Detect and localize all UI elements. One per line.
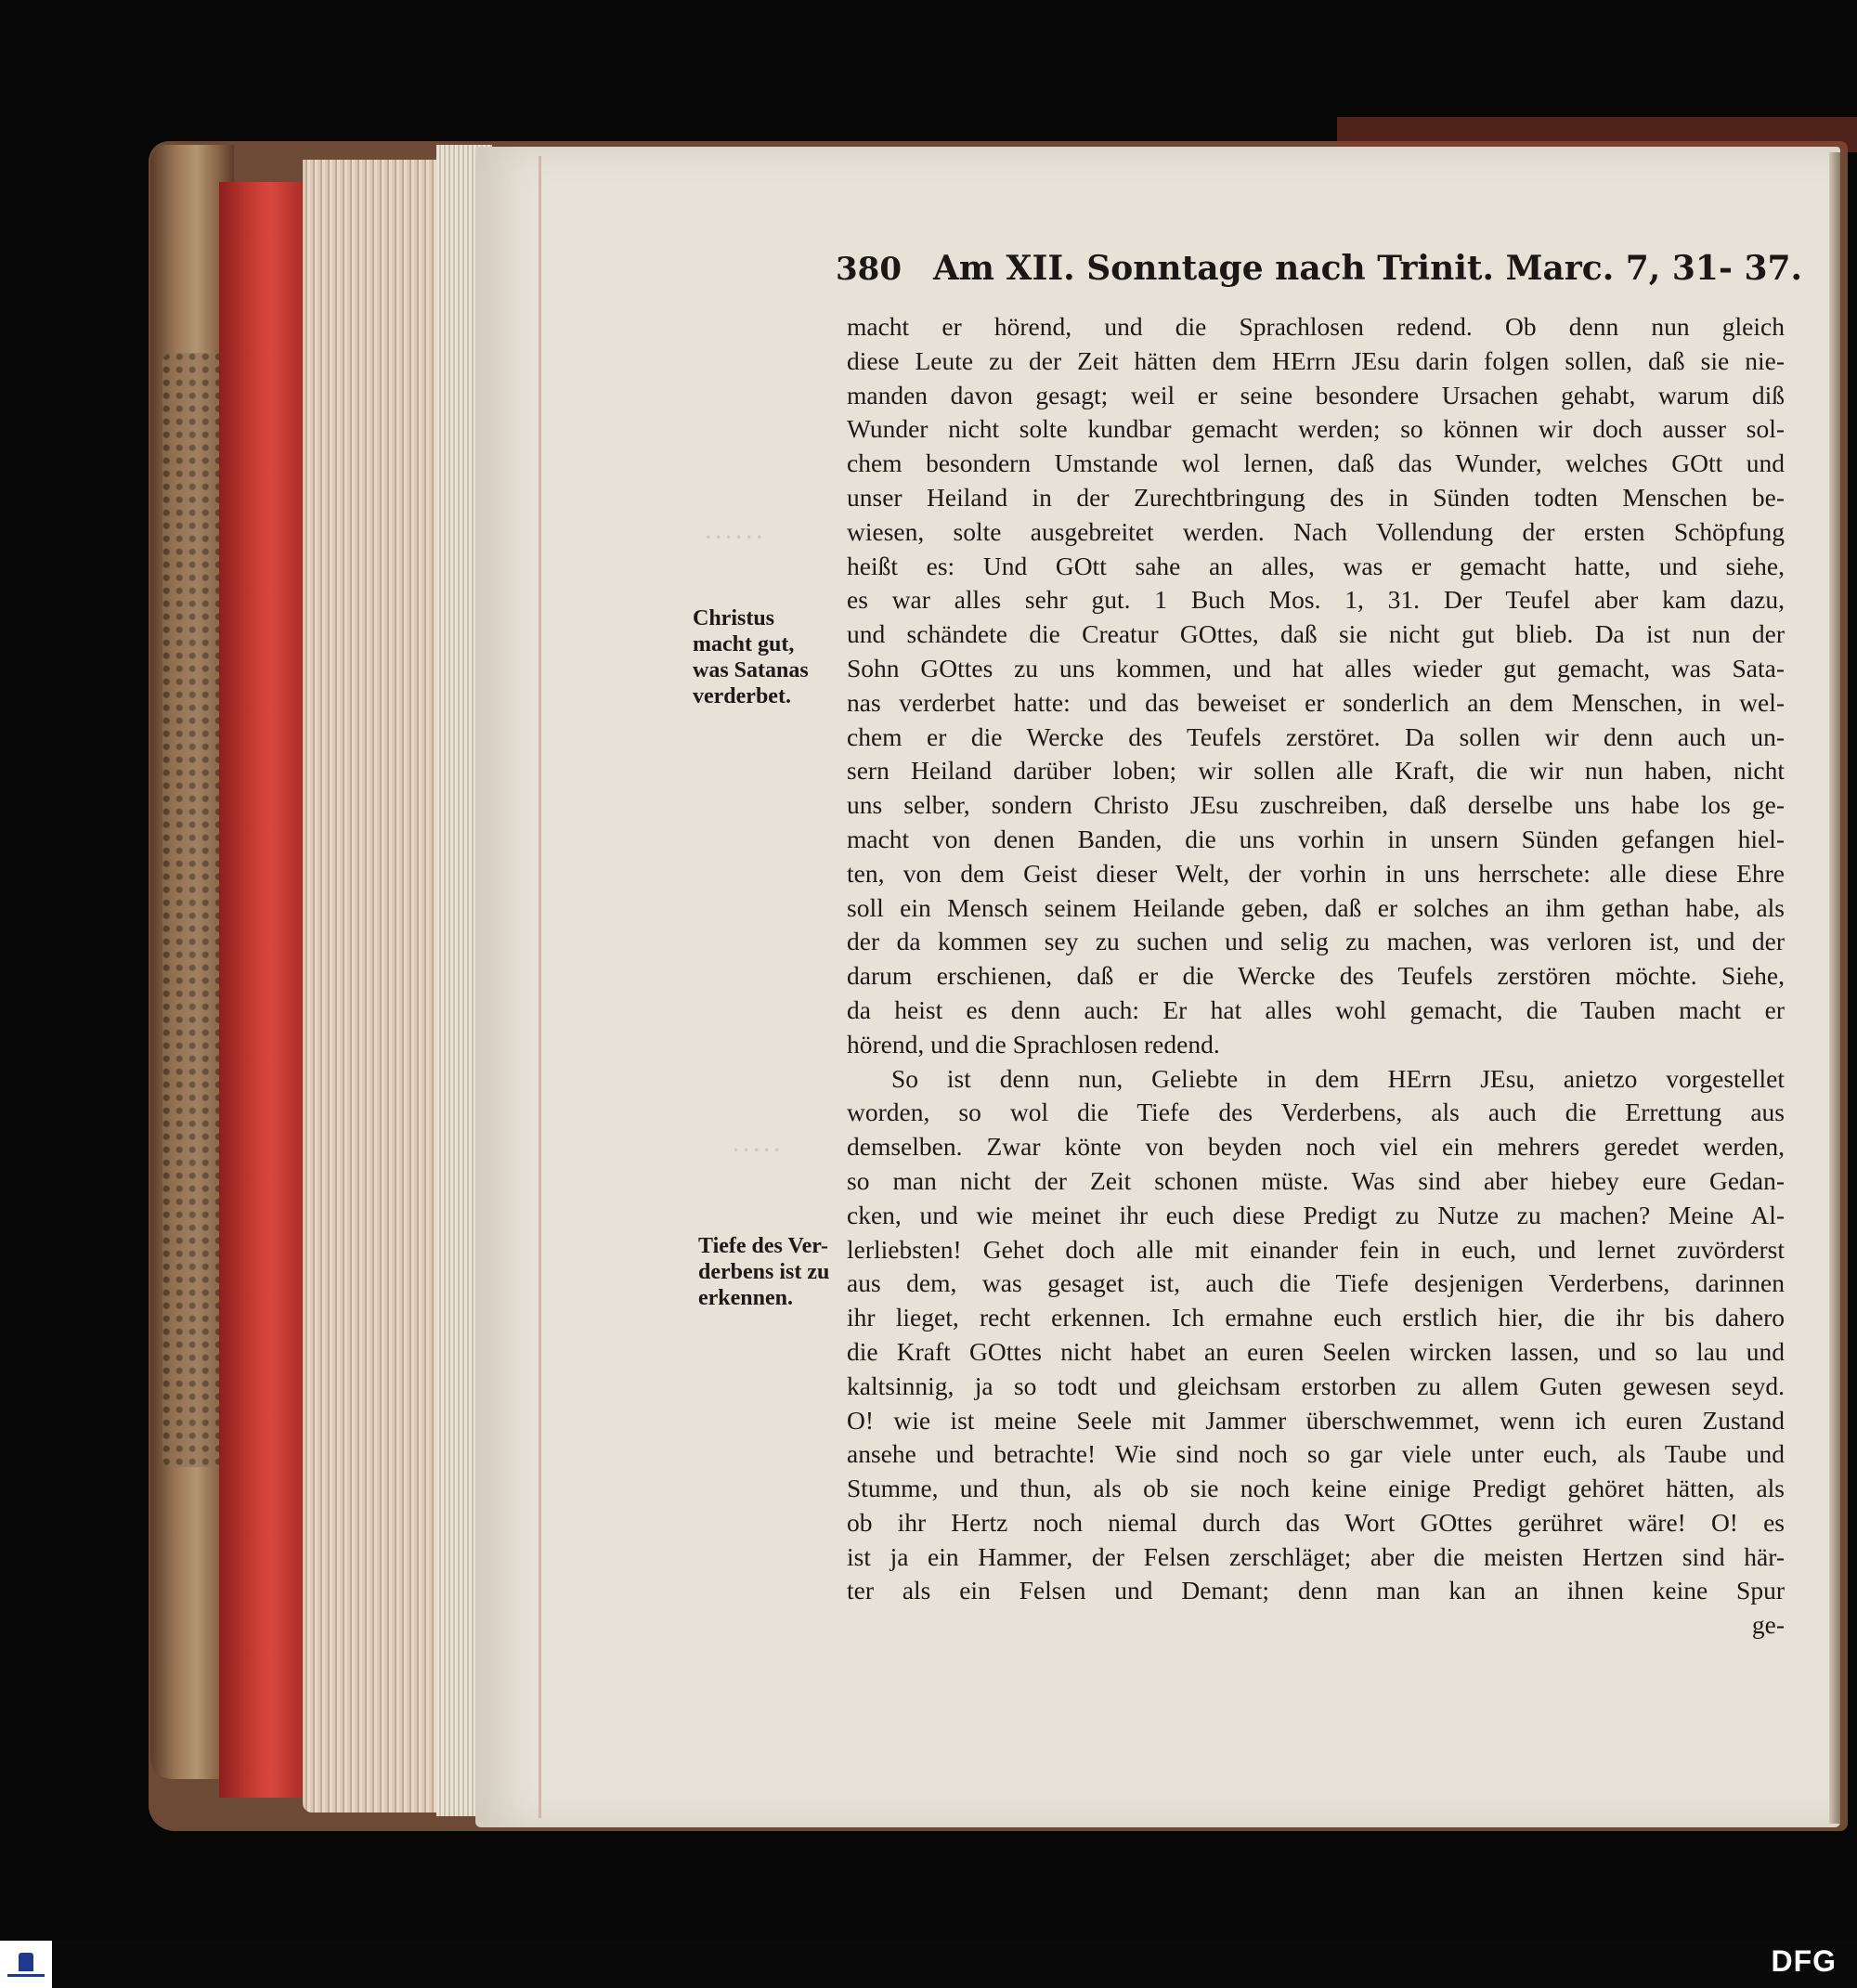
text-line: O! wie ist meine Seele mit Jammer überschwemmet, wenn ich euren Zustand — [847, 1405, 1785, 1435]
red-page-edge — [219, 182, 305, 1798]
text-line: demselben. Zwar könte von beyden noch viel ein mehrers geredet werden, — [847, 1132, 1785, 1162]
text-line: ter als ein Felsen und Demant; denn man kan an ihnen keine Spur — [847, 1576, 1785, 1605]
text-line: uns selber, sondern Christo JEsu zuschreiben, daß derselbe uns habe los ge- — [847, 790, 1785, 820]
body-text — [847, 310, 1785, 1643]
text-line: ob ihr Hertz noch niemal durch das Wort GOttes gerühret wäre! O! es — [847, 1507, 1785, 1537]
text-line: chem besondern Umstande wol lernen, daß das Wunder, welches GOtt und — [847, 448, 1785, 478]
text-line: und schändete die Creatur GOttes, daß sie nicht gut blieb. Da ist nun der — [847, 619, 1785, 649]
margin-note-tiefe — [698, 1233, 829, 1311]
margin-note-line: was Satanas — [693, 658, 809, 682]
logo-bar — [7, 1974, 45, 1977]
text-line: ist ja ein Hammer, der Felsen zerschläget; aber die meisten Hertzen sind här- — [847, 1541, 1785, 1571]
dfg-logo: DFG — [1771, 1944, 1837, 1978]
text-line: Stumme, und thun, als ob sie noch keine einige Predigt gehöret hätten, als — [847, 1474, 1785, 1503]
text-line: sern Heiland darüber loben; wir sollen alle Kraft, die wir nun haben, nicht — [847, 756, 1785, 786]
text-line: da heist es denn auch: Er hat alles wohl gemacht, die Tauben macht er — [847, 994, 1785, 1024]
text-line: so man nicht der Zeit schonen müste. Was sind aber hiebey eure Gedan- — [847, 1165, 1785, 1195]
margin-note-line: verderbet. — [693, 684, 791, 708]
text-line: ihr lieget, recht erkennen. Ich ermahne euch erstlich hier, die ihr bis dahero — [847, 1303, 1785, 1332]
running-head — [836, 249, 1803, 292]
text-line: So ist denn nun, Geliebte in dem HErrn JEsu, anietzo vorgestellet — [891, 1063, 1785, 1093]
spine-marbling — [162, 353, 227, 1467]
text-line: worden, so wol die Tiefe des Verderbens, als auch die Errettung aus — [847, 1098, 1785, 1127]
text-line: der da kommen sey zu suchen und selig zu machen, was verloren ist, und der — [847, 927, 1785, 956]
text-line: Wunder nicht solte kundbar gemacht werden; so können wir doch ausser sol- — [847, 414, 1785, 444]
text-line: die Kraft GOttes nicht habet an euren Seelen wircken lassen, und so lau und — [847, 1336, 1785, 1366]
text-line: ten, von dem Geist dieser Welt, der vorhin in uns herrschete: alle diese Ehre — [847, 858, 1785, 888]
text-line: cken, und wie meinet ihr euch diese Predigt zu Nutze zu machen? Meine Al- — [847, 1200, 1785, 1229]
text-line: chem er die Wercke des Teufels zerstöret. Da sollen wir denn auch un- — [847, 721, 1785, 751]
text-line: ansehe und betrachte! Wie sind noch so gar viele unter euch, als Taube und — [847, 1439, 1785, 1469]
margin-note-line: Christus — [693, 606, 775, 630]
margin-note-christus — [693, 605, 809, 709]
text-line: kaltsinnig, ja so todt und gleichsam erstorben zu allem Guten gewesen seyd. — [847, 1371, 1785, 1400]
foundation-logo — [0, 1941, 52, 1988]
text-line: aus dem, was gesaget ist, auch die Tiefe desjenigen Verderbens, darinnen — [847, 1268, 1785, 1298]
text-line: unser Heiland in der Zurechtbringung des in Sünden todten Menschen be- — [847, 482, 1785, 512]
page-gutter-shadow — [1829, 152, 1840, 1824]
text-line: diese Leute zu der Zeit hätten dem HErrn JEsu darin folgen sollen, daß sie nie- — [847, 345, 1785, 375]
text-line: macht er hörend, und die Sprachlosen redend. Ob denn nun gleich — [847, 312, 1785, 341]
text-line: darum erschienen, daß er die Wercke des Teufels zerstören möchte. Siehe, — [847, 961, 1785, 991]
text-line: manden davon gesagt; weil er seine besondere Ursachen gehabt, warum diß — [847, 380, 1785, 409]
text-line: lerliebsten! Gehet doch alle mit einander fein in euch, und lernet zuvörderst — [847, 1234, 1785, 1264]
text-line: es war alles sehr gut. 1 Buch Mos. 1, 31. Der Teufel aber kam dazu, — [847, 585, 1785, 615]
margin-note-line: derbens ist zu — [698, 1260, 830, 1284]
page-number: 380 — [836, 251, 902, 288]
show-through-text: . . . . . . — [706, 520, 762, 543]
text-line: hörend, und die Sprachlosen redend. — [847, 1029, 1220, 1059]
margin-note-line: macht gut, — [693, 632, 795, 656]
text-line: heißt es: Und GOtt sahe an alles, was er gemacht hatte, und siehe, — [847, 551, 1785, 580]
text-line: wiesen, solte ausgebreitet werden. Nach Vollendung der ersten Schöpfung — [847, 516, 1785, 546]
building-icon — [19, 1953, 33, 1971]
show-through-text: . . . . . — [734, 1133, 780, 1156]
text-line: soll ein Mensch seinem Heilande geben, daß er solches an ihm gethan habe, als — [847, 892, 1785, 922]
text-line: macht von denen Banden, die uns vorhin in unsern Sünden gefangen hiel- — [847, 824, 1785, 853]
page-edge-stack — [303, 160, 442, 1813]
margin-note-line: Tiefe des Ver- — [698, 1234, 828, 1258]
margin-note-line: erkennen. — [698, 1286, 793, 1310]
header-title: Am XII. Sonntage nach Trinit. Marc. 7, 31- 37. — [932, 249, 1803, 288]
text-line: Sohn GOttes zu uns kommen, und hat alles wieder gut gemacht, was Sata- — [847, 653, 1785, 682]
catchword: ge- — [1751, 1610, 1785, 1640]
text-line: nas verderbet hatte: und das beweiset er sonderlich an dem Menschen, in wel- — [847, 687, 1785, 717]
footer-bar — [0, 1941, 1857, 1988]
